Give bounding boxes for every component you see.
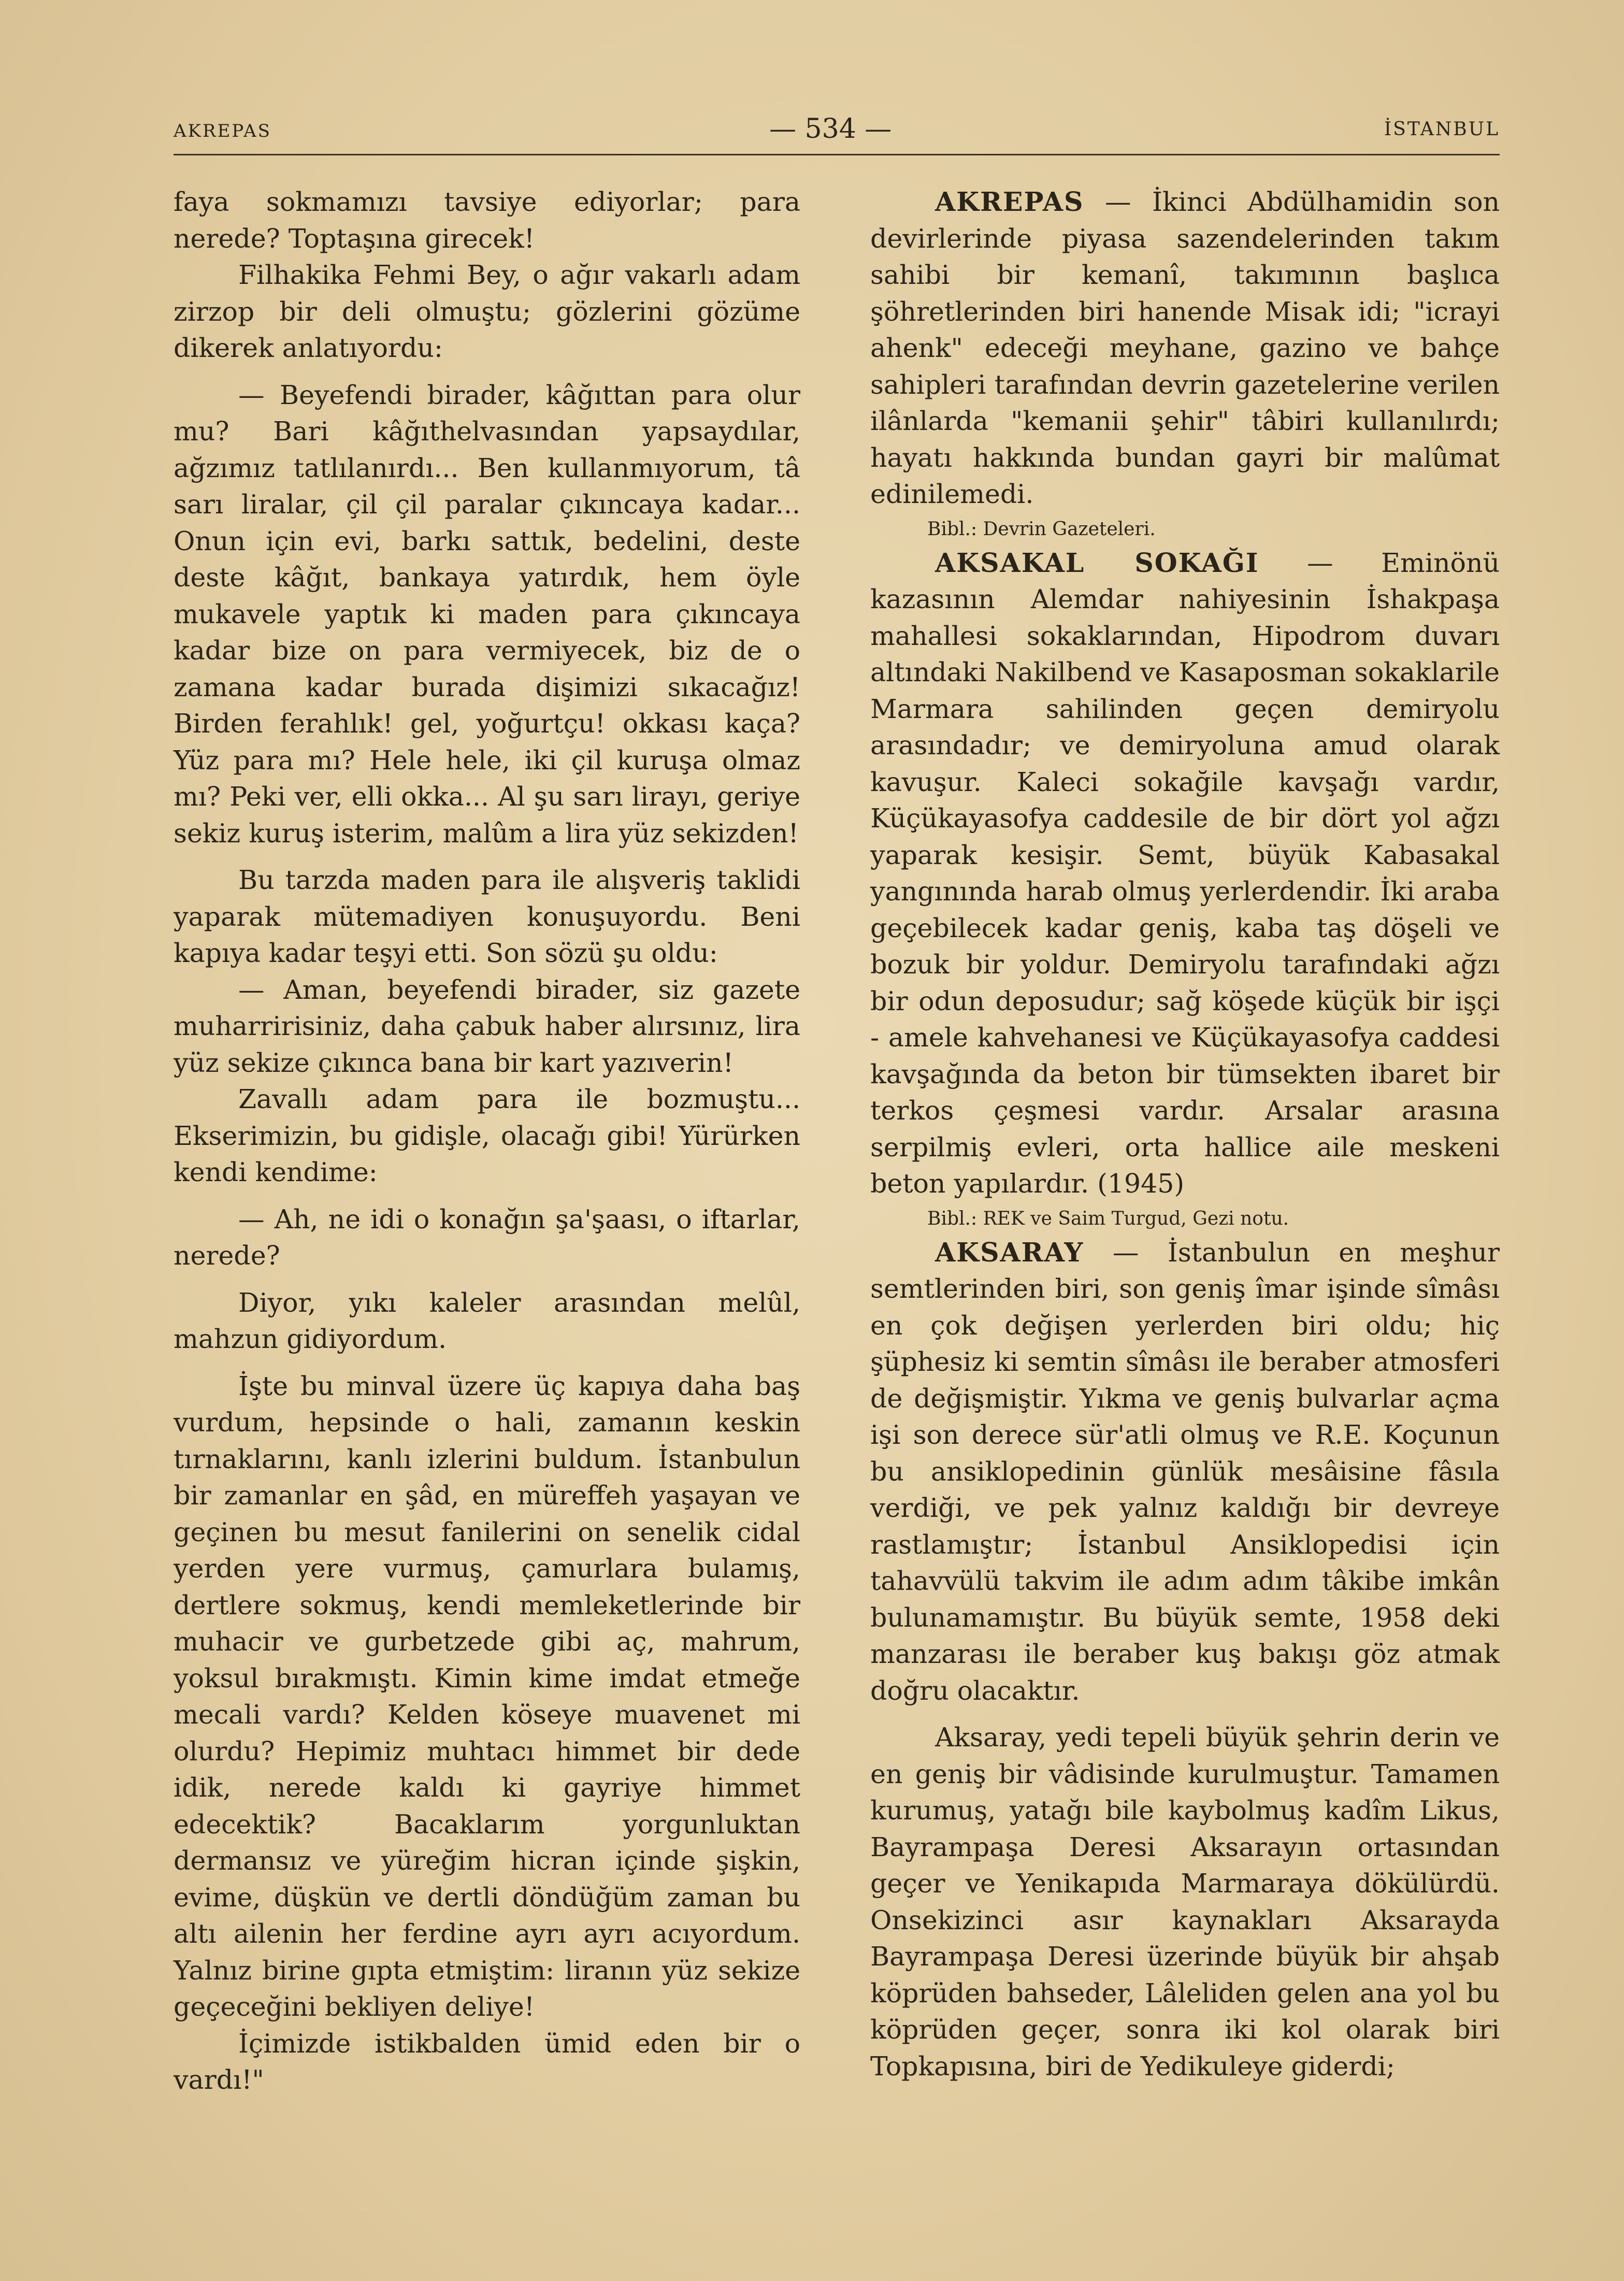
entry-text: — İkinci Abdülhamidin son devirlerinde piyasa sazendelerinden takım sahibi bir kemanî, takımının başlıca şöhretlerinden biri hanende Misak idi; "icrayi ahenk" edeceği meyhane, gazino ve bahçe sahipleri tarafından devrin gazetelerine verilen ilânlarda "kemanii şehir" tâbiri kullanılırdı; hayatı hakkında bundan gayri bir malûmat edinilemedi. (870, 187, 1500, 509)
header-rule (174, 154, 1500, 155)
paragraph: İçimizde istikbalden ümid eden bir o vardı!" (174, 2028, 800, 2095)
paragraph: Diyor, yıkı kaleler arasından melûl, mahzun gidiyordum. (174, 1287, 800, 1354)
entry-akrepas (870, 184, 1500, 513)
entry-heading: AKSAKAL SOKAĞI (935, 547, 1259, 578)
entry-heading: AKREPAS (935, 187, 1084, 217)
paragraph: İşte bu minval üzere üç kapıya daha baş vurdum, hepsinde o hali, zamanın keskin tırnaklarını, kanlı izlerini buldum. İstanbulun bir zamanlar en şâd, en müreffeh yaşayan ve geçinen bu mesut fanilerini on senelik cidal yerden yere vurmuş, çamurlara bulamış, dertlere sokmuş, kendi memleketlerinde bir muhacir ve gurbetzede gibi aç, mahrum, yoksul bırakmıştı. Kimin kime imdat etmeğe mecali vardı? Kelden köseye muavenet mi olurdu? Hepimiz muhtacı himmet bir dede idik, nerede kaldı ki gayriye himmet edecektik? Bacaklarım yorgunluktan dermansız ve yüreğim hicran içinde şişkin, evime, düşkün ve dertli döndüğüm zaman bu altı ailenin her ferdine ayrı ayrı acıyordum. Yalnız birine gıpta etmiştim: liranın yüz sekize geçeceğini bekliyen deliye! (174, 1370, 800, 2022)
entry-text: — Eminönü kazasının Alemdar nahiyesinin İshakpaşa mahallesi sokaklarından, Hipodrom duvarı altındaki Nakilbend ve Kasaposman sokaklarile Marmara sahilinden geçen demiryolu arasındadır; ve demiryoluna amud olarak kavuşur. Kaleci sokağile kavşağı vardır, Küçükayasofya caddesile de bir dört yol ağzı yaparak kesişir. Semt, büyük Kabasakal yangınında harab olmuş yerlerdendir. İki araba geçebilecek kadar geniş, kaba taş döşeli ve bozuk bir yoldur. Demiryolu tarafındaki ağzı bir odun deposudur; sağ köşede küçük bir işçi - amele kahvehanesi ve Küçükayasofya caddesi kavşağında da beton bir tümsekten ibaret bir terkos çeşmesi vardır. Arsalar arasına serpilmiş evleri, orta hallice aile meskeni beton yapılardır. (1945) (870, 547, 1500, 1199)
dialogue-paragraph: — Ah, ne idi o konağın şa'şaası, o iftarlar, nerede? (174, 1203, 800, 1271)
header-right-title: İSTANBUL (1384, 119, 1500, 140)
entry-aksaray (870, 1235, 1500, 1710)
entry-heading: AKSARAY (935, 1237, 1084, 1268)
paragraph: Bu tarzda maden para ile alışveriş taklidi yaparak mütemadiyen konuşuyordu. Beni kapıya kadar teşyi etti. Son sözü şu oldu: (174, 865, 800, 968)
paragraph: Aksaray, yedi tepeli büyük şehrin derin ve en geniş bir vâdisinde kurulmuştur. Tamamen kurumuş, yatağı bile kaybolmuş kadîm Likus, Bayrampaşa Deresi Aksarayın ortasından geçer ve Yenikapıda Marmaraya dökülürdü. Onsekizinci asır kaynakları Aksarayda Bayrampaşa Deresi üzerinde büyük bir ahşab köprüden bahseder, Lâleliden gelen ana yol bu köprüden geçer, sonra iki kol olarak biri Topkapısına, biri de Yedikuleye giderdi; (870, 1722, 1500, 2082)
left-column (174, 184, 800, 2099)
bibliography: Bibl.: Devrin Gazeteleri. (927, 518, 1156, 540)
running-header (174, 111, 1500, 153)
right-column (870, 184, 1500, 2085)
paragraph: faya sokmamızı tavsiye ediyorlar; para nerede? Toptaşına girecek! (174, 187, 800, 254)
header-left-entry: AKREPAS (174, 121, 271, 141)
entry-text: — İstanbulun en meşhur semtlerinden biri, son geniş îmar işinde sîmâsı en çok değişen yerlerden biri oldu; hiç şüphesiz ki semtin sîmâsı ile beraber atmosferi de değişmiştir. Yıkma ve geniş bulvarlar açma işi son derece sür'atli olmuş ve R.E. Koçunun bu ansiklopedinin günlük mesâisine fâsıla verdiği, ve pek yalnız kaldığı bir devreye rastlamıştır; İstanbul Ansiklopedisi için tahavvülü takvim ile adım adım tâkibe imkân bulunamamıştır. Bu büyük semte, 1958 deki manzarası ile beraber kuş bakışı göz atmak doğru olacaktır. (870, 1237, 1500, 1706)
dialogue-paragraph: — Beyefendi birader, kâğıttan para olur mu? Bari kâğıthelvasından yapsaydılar, ağzımız tatlılanırdı... Ben kullanmıyorum, tâ sarı liralar, çil çil paralar çıkıncaya kadar... Onun için evi, barkı sattık, bedelini, deste deste kâğıt, bankaya yatırdık, hem öyle mukavele yaptık ki maden para çıkıncaya kadar bize on para vermiyecek, biz de o zamana kadar burada dişimizi sıkacağız! Birden ferahlık! gel, yoğurtçu! okkası kaça? Yüz para mı? Hele hele, iki çil kuruşa olmaz mı? Peki ver, elli okka... Al şu sarı lirayı, geriye sekiz kuruş isterim, malûm a lira yüz sekizden! (174, 379, 800, 849)
paragraph: Zavallı adam para ile bozmuştu... Ekserimizin, bu gidişle, olacağı gibi! Yürürken kendi kendime: (174, 1084, 800, 1187)
dialogue-paragraph: — Aman, beyefendi birader, siz gazete muharririsiniz, daha çabuk haber alırsınız, lira yüz sekize çıkınca bana bir kart yazıverin! (174, 974, 800, 1078)
page-number: — 534 — (769, 113, 892, 145)
bibliography: Bibl.: REK ve Saim Turgud, Gezi notu. (927, 1208, 1289, 1229)
paragraph: Filhakika Fehmi Bey, o ağır vakarlı adam zirzop bir deli olmuştu; gözlerini gözüme dikerek anlatıyordu: (174, 260, 800, 363)
entry-aksakal-sokagi (870, 545, 1500, 1202)
